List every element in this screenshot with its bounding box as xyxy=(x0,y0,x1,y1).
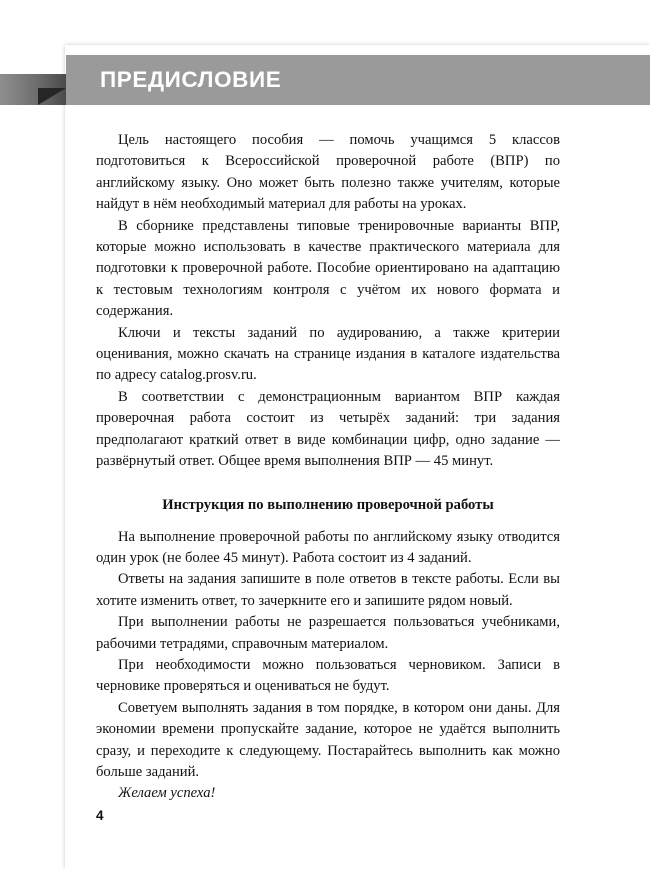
instruction-paragraph-draft: При необходимости можно пользоваться черновиком. Записи в черновике проверяться и оцениваться не будут. xyxy=(96,656,560,695)
paragraph-demo-variant: В соответствии с демонстрационным вариантом ВПР каждая проверочная работа состоит из четырёх заданий: три задания предполагают краткий ответ в виде комбинации цифр, одно задание — развёрнутый ответ. Общее время выполнения ВПР — 45 минут. xyxy=(96,388,560,470)
instruction-paragraph-order: Советуем выполнять задания в том порядке, в котором они даны. Для экономии времени пропускайте задание, которое не удаётся выполнить сразу, и переходите к следующему. Постарайтесь выполнить как можно больше заданий. xyxy=(96,699,560,780)
instruction-paragraph-answers: Ответы на задания запишите в поле ответов в тексте работы. Если вы хотите изменить ответ, то зачеркните его и запишите рядом новый. xyxy=(96,571,560,609)
preface-ribbon-banner xyxy=(0,55,650,105)
paper-sheet xyxy=(65,45,650,869)
instruction-heading: Инструкция по выполнению проверочной работы xyxy=(162,496,494,513)
page-number: 4 xyxy=(96,808,104,823)
preface-body xyxy=(96,130,560,805)
instruction-paragraph-no-materials: При выполнении работы не разрешается пользоваться учебниками, рабочими тетрадями, справочным материалом. xyxy=(96,614,560,652)
paragraph-purpose: Цель настоящего пособия — помочь учащимся 5 классов подготовиться к Всероссийской проверочной работе (ВПР) по английскому языку. Оно может быть полезно также учителям, которые найдут в нём необходимый материал для работы на уроках. xyxy=(96,132,560,213)
closing-wish: Желаем успеха! xyxy=(118,785,216,802)
instruction-paragraph-duration: На выполнение проверочной работы по английскому языку отводится один урок (не более 45 минут). Работа состоит из 4 заданий. xyxy=(96,528,560,566)
page-title: ПРЕДИСЛОВИЕ xyxy=(100,67,282,92)
paragraph-collection: В сборнике представлены типовые тренировочные варианты ВПР, которые можно использовать в качестве практического материала для подготовки к проверочной работе. Пособие ориентировано на адаптацию к тестовым технологиям контроля с учётом их нового формата и содержания. xyxy=(96,217,560,320)
paragraph-keys-and-texts: Ключи и тексты заданий по аудированию, а также критерии оценивания, можно скачать на странице издания в каталоге издательства по адресу catalog.prosv.ru. xyxy=(96,324,560,384)
ribbon-fold-decoration xyxy=(38,88,66,105)
